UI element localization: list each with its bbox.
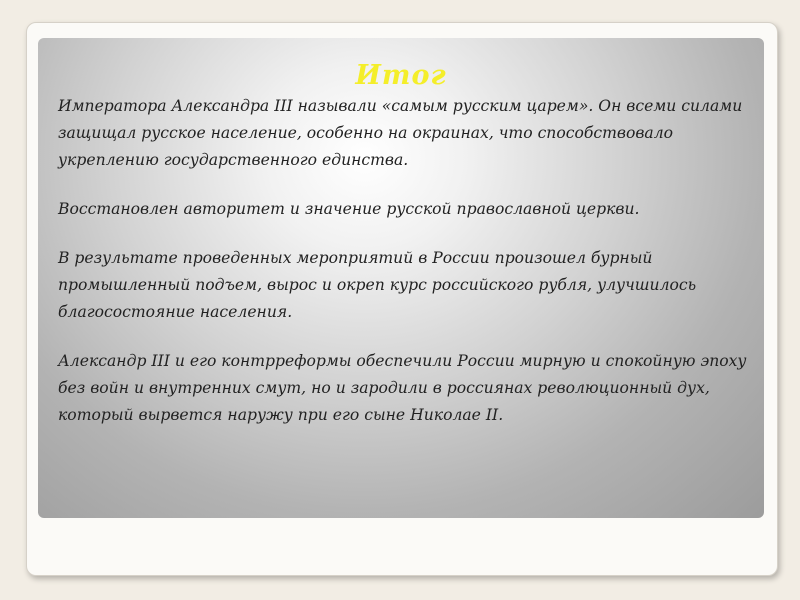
slide-title: Итог xyxy=(355,60,447,91)
content-panel xyxy=(38,38,764,518)
paragraph-counter-reforms: Александр III и его контрреформы обеспечили России мирную и спокойную эпоху без войн и внутренних смут, но и зародили в россиянах революционный дух, который вырвется наружу при его сыне Николае II. xyxy=(58,352,747,424)
slide-body xyxy=(58,93,754,429)
paragraph-church-authority: Восстановлен авторитет и значение русской православной церкви. xyxy=(58,200,640,218)
paragraph-alexander-russian-tsar: Императора Александра III называли «самым русским царем». Он всеми силами защищал русское население, особенно на окраинах, что способствовало укреплению государственного единства. xyxy=(58,97,743,169)
paragraph-industrial-growth: В результате проведенных мероприятий в России произошел бурный промышленный подъем, вырос и окреп курс российского рубля, улучшилось благосостояние населения. xyxy=(58,249,697,321)
